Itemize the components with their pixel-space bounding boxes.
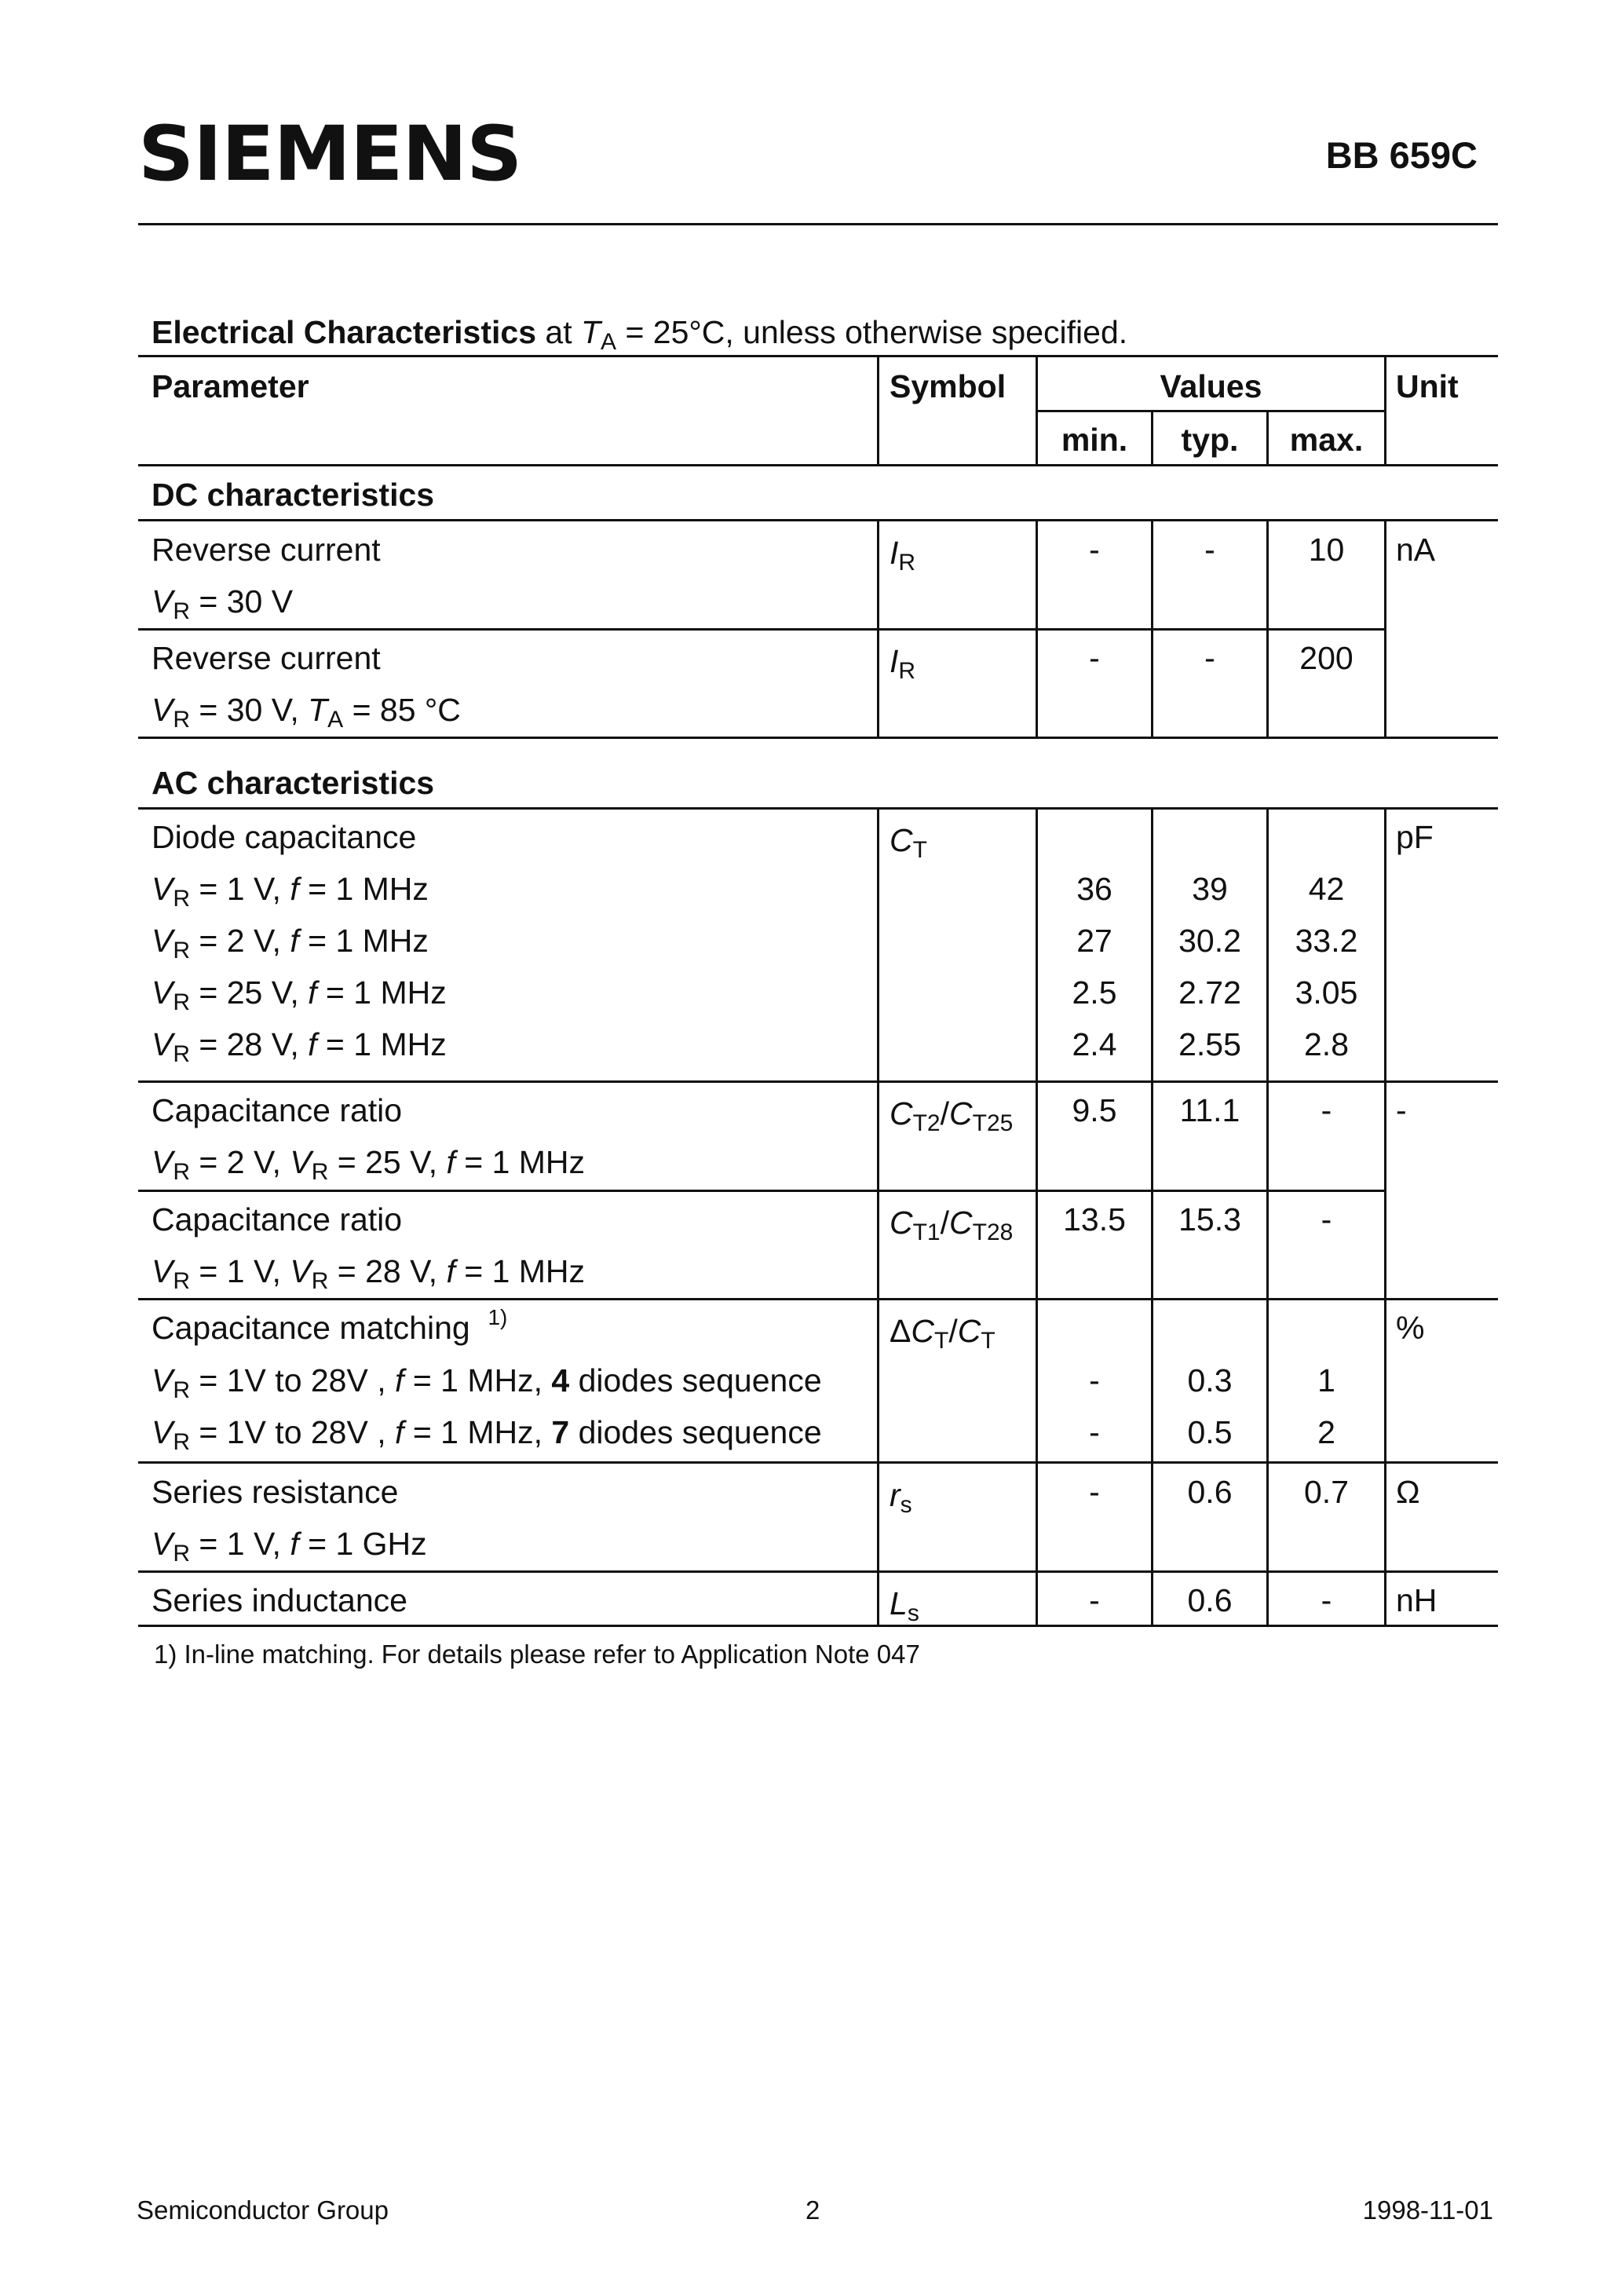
footer-left: Semiconductor Group bbox=[137, 2195, 389, 2225]
param-name: Capacitance matching $^{1)}$ bbox=[152, 1305, 508, 1346]
header-rule bbox=[138, 223, 1498, 225]
param-condition: $V_R = 30$ V, $T_A = 85$ °C bbox=[152, 692, 461, 733]
col-header-min: min. bbox=[1061, 422, 1128, 458]
value-min: - bbox=[1089, 1362, 1100, 1398]
value-min: - bbox=[1089, 1582, 1100, 1618]
col-header-typ: typ. bbox=[1181, 422, 1239, 458]
footnote: 1) In-line matching. For details please refer to Application Note 047 bbox=[154, 1640, 920, 1669]
value-max: 2.8 bbox=[1304, 1026, 1349, 1062]
siemens-logo: SIEMENS bbox=[138, 110, 522, 198]
row-rule bbox=[138, 1190, 1386, 1192]
param-condition: $V_R = 1$ V, f = 1 GHz bbox=[152, 1526, 427, 1567]
value-min: 2.5 bbox=[1072, 974, 1117, 1011]
value-max: - bbox=[1321, 1201, 1332, 1238]
row-rule bbox=[138, 737, 1498, 739]
col-header-max: max. bbox=[1289, 422, 1364, 458]
value-typ: 2.55 bbox=[1178, 1026, 1241, 1062]
value-min: 2.4 bbox=[1072, 1026, 1117, 1062]
value-min: - bbox=[1089, 532, 1100, 568]
col-header-parameter: Parameter bbox=[152, 368, 309, 404]
value-min: 27 bbox=[1076, 923, 1112, 959]
value-max: 42 bbox=[1308, 871, 1345, 907]
table-bottom-rule bbox=[138, 1625, 1498, 1627]
row-rule bbox=[138, 1461, 1498, 1464]
col-rule bbox=[877, 355, 879, 464]
value-max: 10 bbox=[1308, 532, 1345, 568]
value-typ: 0.6 bbox=[1187, 1582, 1233, 1618]
col-rule bbox=[877, 807, 879, 1625]
param-condition: $V_R = 1$ V, f = 1 MHz bbox=[152, 871, 429, 912]
unit: nH bbox=[1396, 1582, 1438, 1618]
row-rule bbox=[138, 1080, 1498, 1083]
characteristics-table bbox=[138, 355, 1498, 1626]
value-typ: 0.6 bbox=[1187, 1474, 1233, 1510]
param-condition: $V_R = 1V$ to 28V , f = 1 MHz, 4 diodes sequence bbox=[152, 1362, 822, 1403]
col-header-symbol: Symbol bbox=[890, 368, 1006, 404]
param-name: Reverse current bbox=[152, 640, 381, 676]
value-min: - bbox=[1089, 640, 1100, 676]
symbol-ct: $C_T$ bbox=[890, 822, 927, 863]
row-rule bbox=[138, 1298, 1498, 1300]
col-header-unit: Unit bbox=[1396, 368, 1459, 404]
table-top-rule bbox=[138, 355, 1498, 357]
values-rule bbox=[1036, 410, 1386, 412]
param-condition: $V_R = 28$ V, f = 1 MHz bbox=[152, 1026, 447, 1067]
unit: % bbox=[1396, 1310, 1425, 1346]
value-typ: - bbox=[1204, 640, 1215, 676]
param-condition: $V_R = 1$ V, $V_R = 28$ V, f = 1 MHz bbox=[152, 1253, 586, 1294]
param-condition: $V_R = 25$ V, f = 1 MHz bbox=[152, 974, 447, 1015]
symbol-delta-ct: $\Delta C_T/C_T$ bbox=[890, 1313, 995, 1354]
symbol-ct-ratio: $C_{T1}/C_{T28}$ bbox=[890, 1205, 1014, 1245]
unit: pF bbox=[1396, 819, 1434, 855]
value-typ: 0.3 bbox=[1187, 1362, 1233, 1398]
param-name: Diode capacitance bbox=[152, 819, 417, 855]
param-name: Series resistance bbox=[152, 1474, 399, 1510]
row-rule bbox=[138, 1570, 1498, 1573]
unit: - bbox=[1396, 1092, 1407, 1128]
value-max: 200 bbox=[1299, 640, 1353, 676]
symbol-ls: $L_s$ bbox=[890, 1585, 919, 1626]
value-max: 33.2 bbox=[1295, 923, 1358, 959]
part-number: BB 659C bbox=[1325, 134, 1478, 176]
symbol-ct-ratio: $C_{T2}/C_{T25}$ bbox=[890, 1095, 1014, 1136]
col-rule bbox=[1384, 807, 1386, 1625]
value-typ: 39 bbox=[1192, 871, 1228, 907]
value-min: - bbox=[1089, 1474, 1100, 1510]
value-max: 1 bbox=[1317, 1362, 1335, 1398]
col-header-values: Values bbox=[1160, 368, 1262, 404]
param-name: Series inductance bbox=[152, 1582, 407, 1618]
param-condition: $V_R = 2$ V, f = 1 MHz bbox=[152, 923, 429, 963]
value-max: 3.05 bbox=[1295, 974, 1358, 1011]
page-number: 2 bbox=[806, 2195, 820, 2225]
unit: Ω bbox=[1396, 1474, 1420, 1510]
param-condition: $V_R = 1V$ to 28V , f = 1 MHz, 7 diodes sequence bbox=[152, 1414, 822, 1455]
param-name: Capacitance ratio bbox=[152, 1201, 403, 1238]
col-rule bbox=[1384, 355, 1386, 464]
value-typ: 30.2 bbox=[1178, 923, 1241, 959]
symbol-rs: $r_s$ bbox=[890, 1477, 912, 1518]
param-condition: $V_R = 2$ V, $V_R = 25$ V, f = 1 MHz bbox=[152, 1144, 586, 1185]
value-typ: 0.5 bbox=[1187, 1414, 1233, 1450]
footer-date: 1998-11-01 bbox=[1362, 2195, 1493, 2225]
value-max: 2 bbox=[1317, 1414, 1335, 1450]
param-name: Capacitance ratio bbox=[152, 1092, 403, 1128]
value-typ: 11.1 bbox=[1179, 1092, 1240, 1128]
value-max: - bbox=[1321, 1092, 1332, 1128]
value-min: 36 bbox=[1076, 871, 1112, 907]
param-name: Reverse current bbox=[152, 532, 381, 568]
section-ac: AC characteristics bbox=[152, 765, 435, 801]
dc-rule bbox=[138, 519, 1498, 521]
symbol-ir: $I_R$ bbox=[890, 535, 916, 576]
param-condition: $V_R = 30$ V bbox=[152, 583, 294, 624]
value-max: - bbox=[1321, 1582, 1332, 1618]
header-bottom-rule bbox=[138, 464, 1498, 466]
col-rule bbox=[877, 519, 879, 737]
value-typ: - bbox=[1204, 532, 1215, 568]
value-max: 0.7 bbox=[1304, 1474, 1349, 1510]
value-typ: 15.3 bbox=[1178, 1201, 1241, 1238]
section-dc: DC characteristics bbox=[152, 477, 435, 513]
value-typ: 2.72 bbox=[1178, 974, 1241, 1011]
col-rule bbox=[1384, 519, 1386, 737]
ac-rule bbox=[138, 807, 1498, 810]
unit: nA bbox=[1396, 532, 1436, 568]
value-min: 9.5 bbox=[1072, 1092, 1117, 1128]
row-rule bbox=[138, 628, 1386, 631]
value-min: - bbox=[1089, 1414, 1100, 1450]
value-min: 13.5 bbox=[1063, 1201, 1126, 1238]
symbol-ir: $I_R$ bbox=[890, 643, 916, 684]
table-title: Electrical Characteristics at $T_A = 25^\circ C$, unless otherwise specified. bbox=[152, 314, 1128, 355]
